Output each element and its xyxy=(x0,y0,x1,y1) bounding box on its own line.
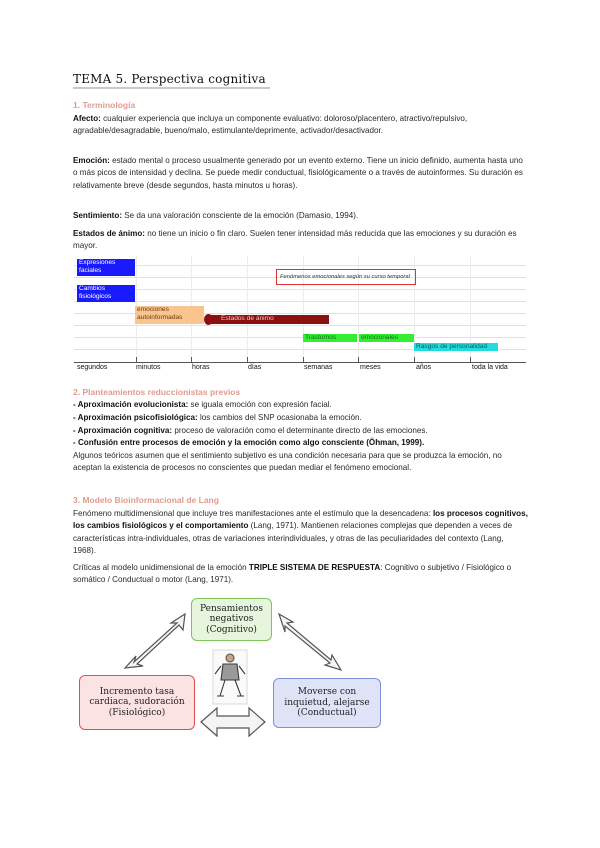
timeline-annotation: Fenómenos emocionales según su curso temporal xyxy=(276,269,416,285)
sentimiento-term: Sentimiento: xyxy=(73,211,123,220)
lang-paragraph-1 xyxy=(73,508,528,558)
axis-tick xyxy=(303,357,304,363)
lang-emphasis: los procesos cognitivos, los cambios fisiológicos y el comportamiento xyxy=(73,509,528,531)
page-title: TEMA 5. Perspectiva cognitiva xyxy=(73,72,266,86)
timeline-chart xyxy=(74,256,526,374)
bullet-term: - Confusión entre procesos de emoción y la emoción como algo consciente (Öhman, 1999). xyxy=(73,438,425,447)
section-heading-terminologia: 1. Terminología xyxy=(73,100,136,110)
bar-rasgos-personalidad: Rasgos de personalidad xyxy=(414,343,498,351)
timeline-axis xyxy=(74,362,526,363)
lang-emphasis: TRIPLE SISTEMA DE RESPUESTA xyxy=(248,563,381,572)
axis-label: segundos xyxy=(77,364,108,371)
bullet-psicofisiologica xyxy=(73,412,533,424)
double-arrow-icon xyxy=(125,614,185,668)
bullet-text: los cambios del SNP ocasionaba la emoción. xyxy=(197,413,362,422)
animo-text: no tiene un inicio o fin claro. Suelen tener intensidad más reducida que las emociones y su duración es mayor. xyxy=(73,229,517,251)
sentimiento-text: Se da una valoración consciente de la emoción (Damasio, 1994). xyxy=(122,211,359,220)
afecto-definition xyxy=(73,113,528,138)
bar-cambios-fisiologicos: Cambios fisiológicos xyxy=(77,285,135,302)
axis-label: toda la vida xyxy=(472,364,508,371)
bullet-term: - Aproximación psicofisiológica: xyxy=(73,413,198,422)
grid-line xyxy=(74,325,526,326)
bullet-text: proceso de valoración como el determinante directo de las emociones. xyxy=(172,426,428,435)
axis-label: días xyxy=(248,364,262,371)
behavioral-box: Moverse con inquietud, alejarse (Conductual) xyxy=(273,678,381,728)
triple-response-diagram xyxy=(73,592,393,752)
axis-label: minutos xyxy=(136,364,161,371)
grid-line xyxy=(74,265,526,266)
axis-tick xyxy=(414,357,415,363)
animo-definition xyxy=(73,228,528,253)
lang-text: (Lang, 1971). Mantienen relaciones complejas que dependen a veces de características intra-individuales, otras de variaciones interindividuales, y otras de las peculiaridades del contexto (Lang, 1968). xyxy=(73,521,513,556)
cognitive-box: Pensamientos negativos (Cognitivo) xyxy=(191,598,272,641)
lang-text: Críticas al modelo unidimensional de la emoción xyxy=(73,563,249,572)
bullet-evolucionista xyxy=(73,399,533,411)
animo-term: Estados de ánimo: xyxy=(73,229,145,238)
bar-trastornos: Trastornos xyxy=(303,334,357,342)
bullet-cognitiva xyxy=(73,425,533,437)
axis-label: meses xyxy=(360,364,381,371)
emocion-definition xyxy=(73,155,528,192)
lang-paragraph-2 xyxy=(73,562,528,587)
axis-label: años xyxy=(416,364,432,371)
grid-line xyxy=(74,289,526,290)
section-heading-reduccionistas: 2. Planteamientos reduccionistas previos xyxy=(73,387,241,397)
section-heading-lang: 3. Modelo Bioinformacional de Lang xyxy=(73,495,219,505)
afecto-term: Afecto: xyxy=(73,114,101,123)
axis-tick xyxy=(136,357,137,363)
double-arrow-icon xyxy=(201,708,265,736)
axis-tick xyxy=(247,357,248,363)
grid-line xyxy=(74,301,526,302)
bar-emociones-autoinformadas: emociones autoinformadas xyxy=(135,306,204,324)
axis-tick xyxy=(470,357,471,363)
emocion-text: estado mental o proceso usualmente generado por un evento externo. Tiene un inicio definido, aumenta hasta uno o más picos de intensidad y declina. Se puede medir conductual, fisiológicamente o a través de autoinformes. Su duración es relativamente breve (desde segundos, hasta minutos u horas). xyxy=(73,156,523,190)
bar-estados-animo: Estados de ánimo xyxy=(207,315,329,324)
grid-line xyxy=(74,337,526,338)
reduccionistas-paragraph: Algunos teóricos asumen que el sentimiento subjetivo es una condición necesaria para que se produzca la emoción, no aceptan la existencia de procesos no conscientes que puedan mediar el fenómeno emocional. xyxy=(73,451,502,473)
emocion-term: Emoción: xyxy=(73,156,110,165)
bullet-text: se iguala emoción con expresión facial. xyxy=(188,400,332,409)
bar-expresiones-faciales: Expresiones faciales xyxy=(77,259,135,276)
lang-text: Fenómeno multidimensional que incluye tres manifestaciones ante el estímulo que la desencadena: xyxy=(73,509,433,518)
axis-tick xyxy=(191,357,192,363)
person-figure-icon xyxy=(213,650,247,704)
grid-column xyxy=(247,256,248,360)
bullet-term: - Aproximación cognitiva: xyxy=(73,426,173,435)
bullet-term: - Aproximación evolucionista: xyxy=(73,400,189,409)
afecto-text: cualquier experiencia que incluya un componente evaluativo: doloroso/placentero, atractivo/repulsivo, agradable/desagradable, bueno/malo, estimulante/deprimente, activador/desactivador. xyxy=(73,114,468,136)
double-arrow-icon xyxy=(279,614,341,670)
axis-tick xyxy=(358,357,359,363)
bar-emocionales: emocionales xyxy=(359,334,414,342)
lang-text: : Cognitivo o subjetivo / Fisiológico o somático / Conductual o motor (Lang, 1971). xyxy=(73,563,512,585)
bar-estados-animo-cap xyxy=(204,314,213,325)
axis-label: semanas xyxy=(304,364,333,371)
physiological-box: Incremento tasa cardiaca, sudoración (Fisiológico) xyxy=(79,675,195,730)
sentimiento-definition xyxy=(73,210,528,222)
axis-label: horas xyxy=(192,364,210,371)
bullet-confusion xyxy=(73,437,533,449)
